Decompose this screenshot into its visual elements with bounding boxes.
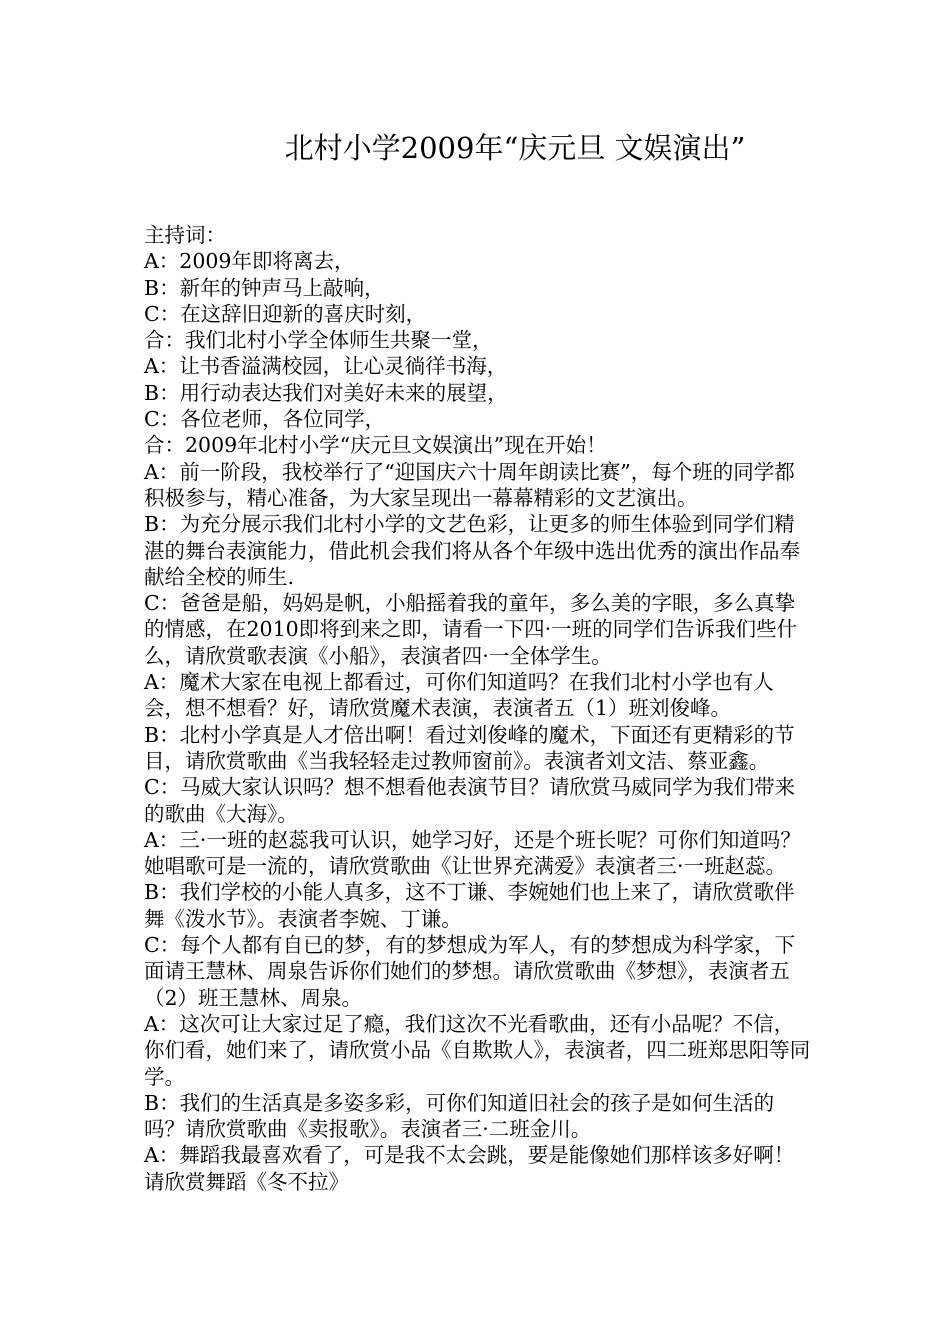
script-line: B：用行动表达我们对美好未来的展望， <box>144 380 508 405</box>
script-paragraph: C：爸爸是船，妈妈是帆，小船摇着我的童年，多么美的字眼，多么真挚的情感，在2010即将到来之即，请看一下四·一班的同学们告诉我们些什么，请欣赏歌表演《小船》，表演者四·一全体学生。 <box>144 591 798 668</box>
script-line: C：各位老师，各位同学， <box>144 407 386 432</box>
script-paragraph: A：前一阶段，我校举行了“迎国庆六十周年朗读比赛”，每个班的同学都积极参与，精心准备，为大家呈现出一幕幕精彩的文艺演出。 <box>144 459 795 510</box>
script-paragraph: A：三·一班的赵蕊我可认识，她学习好，还是个班长呢？可你们知道吗？她唱歌可是一流的，请欣赏歌曲《让世界充满爱》表演者三·一班赵蕊。 <box>144 827 801 879</box>
script-paragraph: B：我们的生活真是多姿多彩，可你们知道旧社会的孩子是如何生活的吗？请欣赏歌曲《卖报歌》。表演者三·二班金川。 <box>144 1090 775 1142</box>
script-paragraph: A：魔术大家在电视上都看过，可你们知道吗？在我们北村小学也有人会，想不想看？好，请欣赏魔术表演，表演者五（1）班刘俊峰。 <box>144 670 774 721</box>
script-line: C：在这辞旧迎新的喜庆时刻， <box>144 301 427 326</box>
script-paragraph: C：马威大家认识吗？想不想看他表演节目？请欣赏马威同学为我们带来的歌曲《大海》。 <box>144 775 796 826</box>
script-paragraph: C：每个人都有自已的梦，有的梦想成为军人，有的梦想成为科学家，下面请王慧林、周泉告诉你们她们的梦想。请欣赏歌曲《梦想》，表演者五（2）班王慧林、周泉。 <box>144 933 796 1010</box>
script-line: 合：我们北村小学全体师生共聚一堂， <box>144 328 493 353</box>
script-paragraph: A：这次可让大家过足了瘾，我们这次不光看歌曲，还有小品呢？不信，你们看，她们来了，请欣赏小品《自欺欺人》，表演者，四二班郑思阳等同学。 <box>144 1011 811 1089</box>
script-line: 合：2009年北村小学“庆元旦文娱演出”现在开始！ <box>144 433 607 458</box>
script-line: A：2009年即将离去， <box>144 249 355 274</box>
script-heading: 主持词： <box>144 223 226 247</box>
document-body <box>144 222 812 1195</box>
script-paragraph: B：为充分展示我们北村小学的文艺色彩，让更多的师生体验到同学们精湛的舞台表演能力，借此机会我们将从各个年级中选出优秀的演出作品奉献给全校的师生. <box>144 512 800 589</box>
script-line: B：新年的钟声马上敲响， <box>144 275 385 300</box>
script-paragraph: B：我们学校的小能人真多，这不丁谦、李婉她们也上来了，请欣赏歌伴舞《泼水节》。表演者李婉、丁谦。 <box>144 880 795 931</box>
document-title: 北村小学2009年“庆元旦 文娱演出” <box>284 131 746 165</box>
script-line: A：让书香溢满校园，让心灵徜徉书海， <box>144 354 508 379</box>
script-paragraph: B：北村小学真是人才倍出啊！看过刘俊峰的魔术，下面还有更精彩的节目，请欣赏歌曲《当我轻轻走过教师窗前》。表演者刘文洁、蔡亚鑫。 <box>144 722 795 773</box>
script-paragraph: A：舞蹈我最喜欢看了，可是我不太会跳，要是能像她们那样该多好啊！请欣赏舞蹈《冬不拉》 <box>144 1143 795 1194</box>
